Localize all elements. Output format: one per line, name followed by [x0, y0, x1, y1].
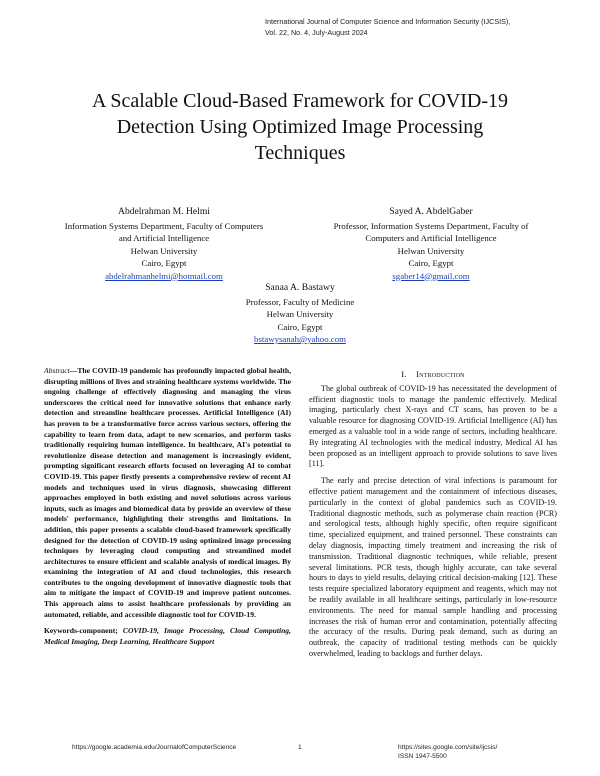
footer-right [398, 743, 497, 761]
author-block-3 [180, 282, 420, 346]
left-column [44, 366, 291, 647]
footer-right-url[interactable]: https://sites.google.com/site/ijcsis/ [398, 744, 498, 751]
author-email-link[interactable]: bstawysanah@yahoo.com [254, 334, 346, 344]
abstract [44, 366, 291, 620]
author-affiliation: Helwan University [397, 245, 465, 256]
journal-header [265, 16, 510, 38]
author-affiliation: and Artificial Intelligence [118, 233, 210, 243]
author-block-1 [44, 206, 284, 282]
abstract-text: The COVID-19 pandemic has profoundly impacted global health, disrupting millions of lives and straining healthcare systems worldwide. The ongoing challenge of effectively diagnosing and managing the virus underscores the critical need for innovative solutions that enhance early detection and streamline healthcare processes. Artificial Intelligence (AI) has proven to be a transformative force across various sectors, offering the capability to learn from data, adapt to new scenarios, and perform tasks traditionally requiring human intelligence. In healthcare, AI's potential to revolutionize disease detection and management is increasingly evident, prompting significant research efforts focused on leveraging AI to combat COVID-19. This paper firstly presents a comprehensive review of recent AI models and techniques used in virus diagnosis, showcasing different approaches employed in both existing and novel solutions across various inputs, such as images and biomedical data by provide an overview of these models' performance, highlighting their strengths and limitations. In addition, this paper presents a scalable cloud-based framework specifically designed for the detection of COVID-19 using optimized image processing techniques by leveraging cloud computing and streamlined model architectures to ensure efficient and scalable analysis of medical images. By examining the integration of AI and cloud technologies, this research contributes to the ongoing development of innovative diagnostic tools that aim to mitigate the impact of COVID-19 and improve patient outcomes. This approach aims to assist healthcare professionals by providing an automated, reliable, and accessible diagnostic tool for COVID-19. [44, 366, 291, 619]
section-title: Introduction [416, 369, 465, 379]
keywords-label: Keywords-component; [44, 626, 118, 636]
title-line-3: Techniques [254, 142, 346, 164]
author-name: Abdelrahman M. Helmi [118, 206, 210, 217]
author-affiliation: Information Systems Department, Faculty of Computers [64, 220, 264, 231]
author-affiliation: Cairo, Egypt [277, 321, 323, 332]
keywords [44, 626, 291, 647]
section-heading [309, 369, 557, 380]
footer-left-url[interactable]: https://google.academia.edu/JournalofComputerScience [72, 744, 237, 751]
page-number: 1 [298, 744, 302, 751]
footer-issn: ISSN 1947-5500 [398, 753, 447, 760]
author-affiliation: Professor, Information Systems Department, Faculty of [333, 220, 529, 231]
paragraph: The early and precise detection of viral infections is paramount for effective patient management and the containment of infectious diseases, particularly in the context of global pandemics such as COVID-19. Traditional diagnostic methods, such as polymerase chain reaction (PCR) and serological tests, although highly specific, often require significant time, specialized equipment, and trained personnel. These constraints can delay diagnosis, impacting timely treatment and increasing the risk of transmission. Traditional diagnostic techniques, while reliable, present several limitations. PCR tests, though highly accurate, can take several hours to days to yield results, delaying critical decision-making [12]. These tests require specialized laboratory equipment and reagents, which may not be readily available in all healthcare settings, particularly in low-resource environments. The need for manual sample handling and processing increases the risk of human error and contamination, potentially affecting the accuracy of the results. During peak demand, such as during an outbreak, the capacity of traditional testing methods can be quickly overwhelmed, leading to backlogs and further delays. [309, 476, 557, 658]
author-name: Sanaa A. Bastawy [265, 282, 335, 293]
author-affiliation: Cairo, Egypt [408, 258, 454, 268]
author-affiliation: Cairo, Egypt [141, 258, 187, 268]
author-affiliation: Computers and Artificial Intelligence [365, 233, 497, 243]
paragraph: The global outbreak of COVID-19 has necessitated the development of efficient diagnostic tools to manage the pandemic effectively. Medical imaging, particularly chest X-rays and CT scans, has proven to be a valuable resource for diagnosing COVID-19. Artificial Intelligence (AI) has emerged as a valuable tool in a wide range of sectors, including healthcare. By integrating AI technologies with the medical industry, Medical AI has been proposed as an intelligent approach to provide solutions to save lives [11]. [309, 383, 557, 469]
journal-volume: Vol. 22, No. 4, July-August 2024 [265, 28, 368, 37]
title-line-2: Detection Using Optimized Image Processing [116, 116, 484, 138]
paper-title [40, 88, 560, 166]
journal-name: International Journal of Computer Science and Information Security (IJCSIS), [265, 17, 511, 26]
abstract-dash: — [69, 366, 78, 375]
author-block-2 [306, 206, 556, 282]
author-email-link[interactable]: abdelrahmanhelmi@hotmail.com [105, 270, 223, 281]
keywords-text: COVID-19, Image Processing, Cloud Computing, Medical Imaging, Deep Learning, Healthcare Support [44, 626, 291, 646]
author-name: Sayed A. AbdelGaber [389, 206, 473, 217]
title-line-1: A Scalable Cloud-Based Framework for COVID-19 [91, 90, 509, 112]
author-affiliation: Professor, Faculty of Medicine [245, 296, 355, 307]
author-affiliation: Helwan University [266, 309, 334, 319]
author-email-link[interactable]: sgaber14@gmail.com [392, 270, 470, 281]
author-affiliation: Helwan University [130, 245, 198, 256]
section-number: I. [401, 369, 407, 379]
right-column [309, 369, 557, 666]
abstract-label: Abstract [44, 366, 70, 375]
